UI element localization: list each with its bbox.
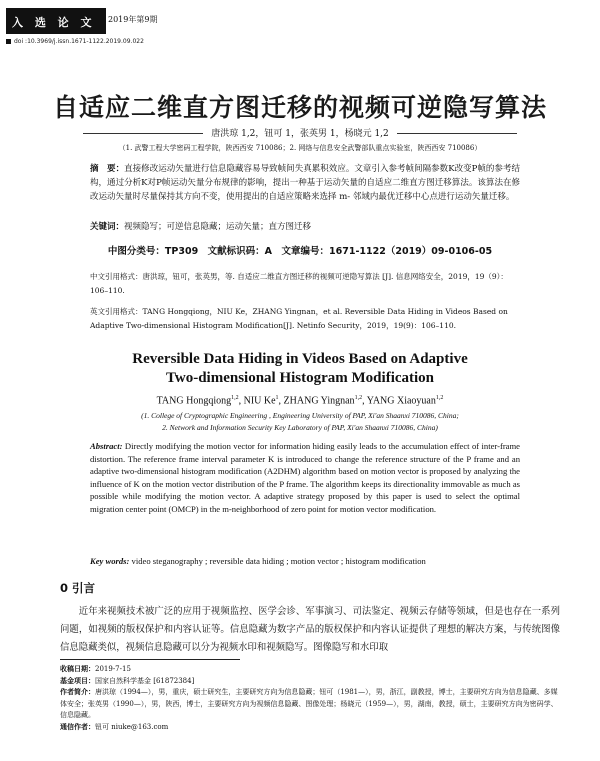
affiliation-en-1: (1. College of Cryptographic Engineering , Engineering University of PAP, Xi'an Shaanxi 710086, China; bbox=[141, 411, 459, 420]
keywords-en bbox=[90, 556, 520, 566]
title-en-line1: Reversible Data Hiding in Videos Based on Adaptive bbox=[132, 351, 468, 367]
journal-name: 入 选 论 文 bbox=[12, 16, 96, 29]
divider-right bbox=[397, 133, 517, 134]
author-en-1: TANG Hongqiong bbox=[156, 395, 232, 407]
affiliation-cn: （1. 武警工程大学密码工程学院，陕西西安 710086；2. 网络与信息安全武警部队重点实验室，陕西西安 710086） bbox=[118, 144, 482, 152]
doi-text: doi :10.3969/j.issn.1671-1122.2019.09.022 bbox=[14, 38, 144, 45]
authors-cn-text: 唐洪琼 1,2，钮可 1，张英男 1，杨晓元 1,2 bbox=[211, 129, 389, 139]
keywords-cn-text: 视频隐写；可逆信息隐藏；运动矢量；直方图迁移 bbox=[124, 222, 312, 232]
footnote-bio: 作者简介：唐洪琼（1994—），男，重庆，硕士研究生，主要研究方向为信息隐藏；钮可（1981—），男，浙江，副教授，博士，主要研究方向为信息隐藏、多媒体安全；张英男（1990—），男，陕西，博士，主要研究方向为视频信息隐藏、图像处理；杨晓元（1959—），男，湖南，教授，硕士，主要研究方向为密码学、信息隐藏。 bbox=[60, 688, 558, 719]
abstract-cn-label: 摘 要： bbox=[90, 164, 125, 174]
title-en-line2: Two-dimensional Histogram Modification bbox=[165, 370, 435, 386]
footnote-received: 收稿日期：2019-7-15 bbox=[60, 665, 131, 673]
intro-paragraph: 近年来视频技术被广泛的应用于视频监控、医学会诊、军事演习、司法鉴定、视频云存储等领域，但是也存在一系列问题，如视频的版权保护和内容认证等。信息隐藏为数字产品的版权保护和内容认证提供了理想的解决方案，与传统图像信息隐藏类似，视频信息隐藏可以分为视频水印和视频隐写。图像隐写和水印取 bbox=[60, 606, 560, 653]
abstract-en bbox=[90, 440, 520, 516]
citation-cn: 中文引用格式：唐洪琼，钮可，张英男，等. 自适应二维直方图迁移的视频可逆隐写算法 [J]. 信息网络安全，2019，19（9）：106–110. bbox=[90, 272, 508, 295]
journal-issue: 2019年第9期 bbox=[108, 15, 158, 24]
keywords-en-text: video steganography ; reversible data hiding ; motion vector ; histogram modification bbox=[131, 556, 426, 566]
doi-line bbox=[6, 38, 144, 45]
footnote-contact: 通信作者：钮可 niuke@163.com bbox=[60, 722, 169, 731]
footnote-divider bbox=[60, 659, 240, 660]
authors-en: TANG Hongqiong$^{1,2}$, NIU Ke$^1$, ZHANG Yingnan$^{1,2}$, YANG Xiaoyuan$^{1,2}$ bbox=[156, 395, 444, 407]
doi-marker-icon bbox=[6, 39, 11, 44]
author-en-2: NIU Ke bbox=[243, 395, 276, 407]
affiliation-en-2: 2. Network and Information Security Key Laboratory of PAP, Xi'an Shaanxi 710086, China) bbox=[162, 423, 438, 432]
author-en-4: YANG Xiaoyuan bbox=[366, 395, 436, 407]
author-en-3: ZHANG Yingnan bbox=[283, 395, 355, 407]
keywords-cn bbox=[90, 220, 520, 232]
classification-line: 中图分类号：TP309 文献标识码：A 文章编号：1671-1122（2019）09-0106-05 bbox=[107, 246, 493, 257]
title-en bbox=[0, 350, 600, 388]
affiliation-en bbox=[60, 410, 540, 434]
abstract-en-label: Abstract: bbox=[90, 441, 123, 451]
citation-en: 英文引用格式：TANG Hongqiong，NIU Ke，ZHANG Yingnan，et al. Reversible Data Hiding in Videos Based on Adaptive Two-dimensional Histogram Modification[J]. Netinfo Security，2019，19(9)：106–110. bbox=[90, 307, 508, 330]
paper-title: 自适应二维直方图迁移的视频可逆隐写算法 bbox=[52, 93, 547, 122]
authors-cn bbox=[0, 126, 600, 139]
footnote-fund: 基金项目：国家自然科学基金 [61872384] bbox=[60, 676, 195, 685]
footnotes bbox=[60, 664, 560, 733]
divider-left bbox=[83, 133, 203, 134]
journal-badge bbox=[6, 8, 106, 34]
keywords-cn-label: 关键词： bbox=[90, 222, 125, 232]
abstract-en-text: Directly modifying the motion vector for information hiding easily leads to the accumulation effect of inter-frame distortion. The reference frame interval parameter K is introduced to change the reference structure of the P frame and an adaptive two-dimensional histogram modification (A2DHM) algorithm based on motion vector is proposed by analyzing the influence of K on the motion vector distribution of the P frame. The algorithm keeps its directionality immovable as much as possible while modifying the motion vector. A adaptive strategy proposed by this paper is used to select the optimal migration center point (OMCP) in the m-neighborhood of zero point for motion vector modification. bbox=[90, 441, 520, 514]
abstract-cn-text: 直接修改运动矢量进行信息隐藏容易导致帧间失真累积效应。文章引入参考帧间隔参数K改变P帧的参考结构，通过分析K对P帧运动矢量分布规律的影响，提出一种基于运动矢量的自适应二维直方图迁移算法。该算法在修改运动矢量时尽量保持其方向不变，使用提出的自适应策略来选择 m- 邻域内最优迁移中心点进行运动矢量迁移。 bbox=[90, 164, 520, 202]
section-heading-intro: 0 引言 bbox=[60, 581, 96, 595]
keywords-en-label: Key words: bbox=[90, 556, 130, 566]
abstract-cn bbox=[90, 163, 520, 204]
